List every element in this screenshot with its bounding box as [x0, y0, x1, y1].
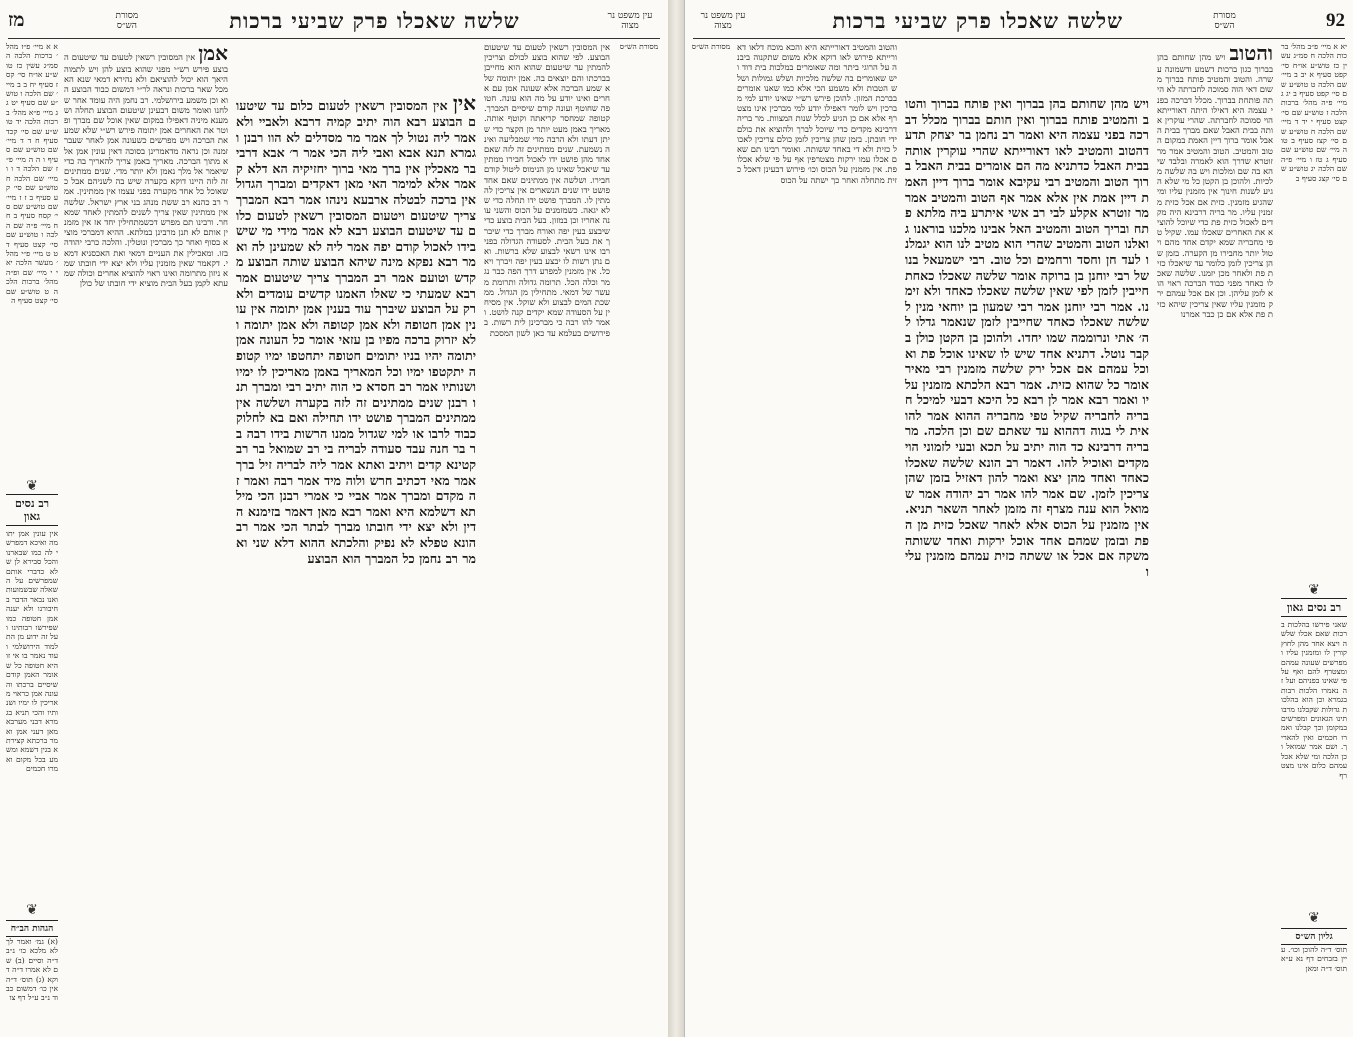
gemara-column	[231, 91, 476, 902]
rashi-text: ויש מהן שחותם בהן בברוך כגון ברכות דשמע ודשמונה עשרה. והטוב והמטיב פותח בברוך משום דאי הוה סמוכה לחברתה לא היתה פותחת בברוך. מכלל דברכה בפני עצמה היא דאילו היתה דאורייתא הוי סמוכה לחברתה. שהרי עוקרין אותה בבית האבל שאם מברך בבית האבל אומר ברוך דיין האמת במקום הטוב והמטיב. הטוב והמטיב אמר מר זוטרא שדרך הוא לאמרה ובלבד שיהא בה שם ומלכות ויש בה שלשה מלכיות. ולהוכן בן הקטן כל מי שלא הגיע לשנות חינוך אין מזמנין עליו ומי שהגיע מזמנין. כזית אם אכל כזית מזמנין עליו. מר בריה דרבינא היה מקדים לאכול כזית פת כדי שיוכל להוציא את האחרים שאכלו עמו. שקיל טפי מחבריה שמא יקדם אחד מהם ויטול יותר מחבירו מן הקערה. בזמן שהן צריכין לזמן כלומר עד שיאכלו כזית פת ולאחר מכן יזמנו. שלשה שאכלו כאחד מפני כבוד הברכה ראוי הוא לזמן עליהן. וכן אם אכל עמהם ירק מזמנין עליו שאין צריכין שיהא כזית פת אלא אם כן כבר אמרנו	[1154, 52, 1273, 319]
book-gutter	[668, 0, 684, 1037]
gilyon-title: גליון הש״ס	[1281, 928, 1347, 945]
rav-nissim-text: אין עונין אמן יתומה ואיכא דמפרשי לה כמו שבארנו והכל סבירא לן שלא כדברי אותם שמפרשים על השאלה שבשמועות ואנו נבאר הדבר בחיבורנו ולא יענה אמן חטופה כמו שפירשו רבותינו ועל זה ידוע מן התלמוד הירושלמי ועוד נאמר בו אי זו היא חטופה כל שאומר האמן קודם שיסיים ברכתו והעונה אמן כראוי מאריכין לו ימיו ושנותיו והכי תניא בגמרא דבני מערבא מאן דעני אמן ואמר ברכתא קצירתא בגין דשמא ומשמע בכל מקום ואמרו חכמים	[3, 529, 58, 774]
rashi-column	[481, 42, 610, 1017]
left-header	[8, 4, 660, 39]
lead-word-tosafot: אמן	[198, 41, 228, 65]
tosafot-text: אין המסובין רשאין לטעום עד שיטעום הבוצע פירש רש״י מפני שהוא בוצע להן ויש לתמוה היאך הוא יכול להוציאם ולא נהירא דמאי שנא הא מכל שאר ברכות ונראה לר״י דמשום כבוד הבוצע הוא וכן משמע בירושלמי. רב נחמן היה עומד אחר שלחנו ואומר משום דבעינן שיטעום הבוצע תחלה ושמענא מיניה דאפילו במקום שאין אוכל שם מברך ופוטר את האחרים אמן יתומה פירש רש״י שלא שמע את הברכה ויש מפרשים כשעונה אמן לאחר שעבר זמנה וכן נראה מדאמרינן בסוכה דאין עונין אמן אלא מתוך הברכה. מאריך באמן צריך להאריך בה כדי שיאמר אל מלך נאמן ולא יותר מדי. שנים ממתינים זה לזה היינו דוקא בקערה שיש בה לשניהם אבל כשאוכל כל אחד מקערה בפני עצמו אין ממתינין. אמר רב כהנא רב ששת מנהג בני ארץ ישראל. שלשה אין ממתינין שאין צריך לשנים להמתין לאחד שמאחר. ורבינו תם מפרש דכשמתחילין יחד אז אין מזמנין אותם לא תנן מרבינן במלתא. ההיא דמברכי מוציא בסוף ואחר כך מברכין ונוטלין. והלכה כרבי יהודה בזו. ומאכילין את העניים דמאי ואת האכסניא דמאי. דקאמר שאין מזמנין עליו ולא יצא ידי חובתו שמא ניזון מתרומה ואינו ראוי להוציא אחרים וכולה שמעתא לקמן בעל הבית מוציא ידי חובתו של כולן	[61, 52, 228, 289]
masoret-label-side: מסורת הש״ס	[691, 42, 731, 51]
lead-word-rashi: והטוב	[1229, 41, 1273, 65]
masoret-label-side: מסורת הש״ס	[619, 42, 659, 51]
masoret-label: מסורת הש״ס	[1213, 11, 1236, 31]
ein-mishpat-text: א א מיי׳ פ״ז מהל׳ ברכות הלכה ה סמ״ג עשין כז טוש״ע או״ח סי׳ קסז סעיף יח ב ב מיי׳ שם הלכה ו טוש״ע שם סעיף יט ג ג מיי׳ פ״א מהל׳ ברכות הלכה יד טוש״ע שם סי׳ קכד סעיף ח ד ד מיי׳ שם טוש״ע שם סעיף ו ה ה מיי׳ פ״ז שם הלכה ד ו ו מיי׳ שם הלכה ח טוש״ע שם סי׳ קע סעיף ב ז ז מיי׳ שם טוש״ע שם סי׳ קסח סעיף ב ח ח מיי׳ פ״ה שם הלכה ו טוש״ע שם סי׳ קצט סעיף ד ט ט מיי׳ פ״י מהל׳ מעשר הלכה יא י י מיי׳ שם ופ״ה מהל׳ ברכות הלכה ט טוש״ע שם סי׳ קצט סעיף ה	[3, 42, 58, 305]
lead-word-gemara: אין	[452, 91, 476, 115]
rav-nissim-box	[1278, 598, 1347, 898]
masoret-notes	[691, 42, 731, 1017]
gemara-text: ויש מהן שחותם בהן בברוך ואין פותח בברוך והטוב והמטיב פותח בברוך ואין חותם בברוך מכלל דברכה בפני עצמה היא ואמר רב נחמן בר יצחק תדע דהטוב והמטיב לאו דאורייתא שהרי עוקרין אותה בבית האבל כדתניא מה הם אומרים בבית האבל ברוך הטוב והמטיב רבי עקיבא אומר ברוך דיין האמת דיין אמת אין אלא אמר אף הטוב והמטיב אמר מר זוטרא אקלע לבי רב אשי איתרע ביה מלתא פתח ובריך הטוב והמטיב האל אבינו מלכנו בוראנו גואלנו הטוב והמטיב שהרי הוא מטיב לנו הוא יגמלנו לעד חן וחסד ורחמים וכל טוב. רבי ישמעאל בנו של רבי יוחנן בן ברוקה אומר שלשה שאכלו כאחת חייבין לזמן לפי שאין שלשה שאכלו כאחד ולא זימנו. אמר רבי יוחנן אמר רבי שמעון בן יוחאי מנין לשלשה שאכלו כאחד שחייבין לזמן שנאמר גדלו לה׳ אתי ונרוממה שמו יחדו. ולהוכן בן הקטן כולן בקבר נוטל. דתניא אחד שיש לו שאינו אוכל פת ואוכל עמהם אם אכל ירק שלשה מזמנין רבי מאיר אומר כל שהוא כזית. אמר רבא הלכתא מזמנין עליו ואמר רבא אמר לן רבא כל היכא דבעי למיכל חבריה לחבריה שקיל טפי מחבריה ההוא אמר להו אית לי בגוה דההוא עד שאתם שם וכן הלכה. מר בריה דרבינא כד הוה יתיב על תכא ובעי לזמוני הוי מקדים ואוכיל להו. דאמר רב הונא שלשה שאכלו כאחד ואחד מהן יצא ואמר להון דאזיל בזמן שהן צריכין לזמן. שם אמר להו אמר רב יהודה אמר שמואל הוא ענה מצרף זה מזמן לאחר השאר תניא. אין מזמנין על הכוס אלא לאחר שאכל כזית מן הפת ובזמן שמהם אחד אוכל ירקות ואחד ששותה משקה אם אכל או ששתה כזית עמהם מזמנין עליו	[900, 96, 1149, 579]
rav-nissim-text: שאני פירשו בהלכות ברכות שאם אכלו שלשה ויצא אחד מהן לחוץ קורין לו ומזמנין עליו ומפרשים שעונה עמהם ומצטרף להם ואף על פי שאינו בפניהם ועל זה נאמרו הלכות רבות בגמרא וכן הוא בהלכות גדולות שקבלנו מרבותינו הגאונים ומפרשים במקומן וכך קבלנו ואמרו חכמים ואין להאריך. ושם אמר שמואל וכן הלכה ומי שלא אכל עמהם כלום אינו מצטרף	[1278, 620, 1347, 780]
divider-ornament: ❦	[1308, 582, 1320, 598]
masoret-label: מסורת הש״ס	[115, 11, 139, 31]
page-number: 92	[1326, 10, 1345, 31]
running-title: שלשה שאכלו פרק שביעי ברכות	[229, 8, 520, 33]
tosafot-text: והטוב והמטיב דאורייתא היא והכא מוכח דלאו דאורייתא פירוש לאו דוקא אלא משום שתקנוה ביבנה על הרוגי ביתר ומה שאומרים במלכות בית דוד ויש שאומרים בה שלשה מלכיות ושלש גמולות ושלש הטבות ולא משמע הכי אלא כמו שאנו אומרים בברכת המזון. להוכן פירש רש״י שאינו יודע למי מברכין ויש לומר דאפילו יודע למי מברכין אינו מצטרף אלא אם כן הגיע לכלל שנות המצוות. מר בריה דרבינא מקדים כדי שיוכל לברך ולהוציא את כולם ידי חובתן. בזמן שהן צריכין לזמן כולם צריכין לאכול כזית ולא די באחד ששותה. ואומר רבינו תם שאם אכלו עמו ירקות מצטרפין אף על פי שלא אכלו פת. אין מזמנין על הכוס וכו׳ פירוש דבעינן דאכל כזית מתחלה ואחר כך ישתה על הכוס	[734, 42, 897, 185]
page-number: מז	[8, 10, 25, 31]
tosafot-column	[734, 42, 897, 1017]
gilyon-text: תוס׳ ד״ה להוכן וכו׳. עיין בזבחים דף נא ע״א תוס׳ ד״ה ומאן	[1278, 945, 1347, 973]
hagahot-title: הגהות הב״ח	[6, 920, 58, 937]
running-title: שלשה שאכלו פרק שביעי ברכות	[832, 8, 1123, 33]
rav-nissim-box	[3, 494, 58, 794]
right-header	[693, 4, 1345, 39]
left-page	[0, 0, 669, 1037]
divider-ornament: ❦	[26, 902, 38, 918]
ein-mishpat-text: יא א מיי׳ פ״ב מהל׳ ברכות הלכה ח סמ״ג עשין כז טוש״ע או״ח סי׳ קפט סעיף א יב ב מיי׳ שם הלכה ט טוש״ע שם סי׳ קפט סעיף ב יג ג מיי׳ פ״ה מהל׳ ברכות הלכה ז טוש״ע שם סי׳ קצט סעיף י יד ד מיי׳ שם הלכה ח טוש״ע שם סי׳ קצז סעיף ב טו ה מיי׳ שם טוש״ע שם סעיף ג טז ו מיי׳ פ״ה שם הלכה יג טוש״ע שם סי׳ קצג סעיף ב	[1278, 42, 1347, 183]
rashi-text: אין המסובין רשאין לטעום עד שיטעום הבוצע. לפי שהוא בוצע לכולם וצריכין להמתין עד שיטעום שהוא הוא מחייבן בברכתו והם יוצאים בה. אמן יתומה שלא שמע הברכה אלא שעונה אמן עם אחרים ואינו יודע על מה הוא עונה. חטופה שחוטף ועונה קודם שיסיים המברך. קטופה שמחסר קריאתה וקוטף אותה. מאריך באמן מעט יותר מן הקצר כדי שיתן דעתו ולא הרבה מדי שמבליעה ואינה נשמעת. שנים ממתינים זה לזה שאם אחד מהן פושט ידו לאכול חבירו ממתין עד שיאכל שאינו מן הנימוס ליטול קודם חבירו. ושלשה אין ממתינים שאם אחד פושט ידו שנים הנשארים אין צריכין להמתין לו. המברך פושט ידו תחלה כדי שלא יגאה. כשמזמנים על הכוס והשני עונה אחריו וכן במזון. בעל הבית בוצע כדי שיבצע בעין יפה ואורח מברך כדי שיברך את בעל הבית. לסעודה הגדולה בפני רבו אינו רשאי לבצוע שלא ברשות. ואם נתן רשות לו יבצע בעין יפה ויברך ויאכל. אין מזמנין למפרע דרך הפה כבר נגמר וכלה הכל. תרומה גדולה ותרומת מעשר של דמאי. מתחילין מן הגדול. ממשכת המים לבצוע ולא שוקל. אין מסיחין על הסעודה שמא יקדים קנה לושט. ואמר להו רבה כי מברכינן לית רשות. בפירושים בעלמא עד כאן לשון המסכת	[481, 42, 610, 338]
tosafot-column	[61, 41, 228, 1017]
hagahot-text: (א) גמ׳ ואמר לך לא מלכא כו׳ נ״ב ד״ה וסיים (ב) שם לא אמרו ד״ה דוקא (ג) תוס׳ ד״ה אין כו׳ דמשום כבוד נ״ב ע״ל דף צו	[3, 937, 58, 1003]
rashi-column	[1154, 41, 1273, 1017]
rav-nissim-title: רב נסים גאון	[1281, 598, 1347, 617]
hagahot-box	[3, 920, 58, 1030]
gemara-text: אין המסובין רשאין לטעום כלום עד שיטעום הבוצע רבא הוה יתיב קמיה דרבא ולאביי ולא אמר ליה נטול לך אמר מר מסדלים לא הוו רבנן וגמרא תנא אבא ואבי ליה הכי אמר ר׳ אבא דרבי בר מאכלין אין ברך מאי ברוך יחזיקיה הא דלא קאמר אלא למימר האי מאן דאקדים ומברך הגדול אין ברכה לבטלה ארבעא נינהו אמר רבא המברך צריך שיטעום ויטעום המסובין רשאין לטעום כלום עד שיטעום הבוצע רבא לא אמר מידי מי שיש בידו לאכול קודם יפה אמר ליה לא שמעינן לה ואמר רבא נפקא מינה שיהא הבוצע שותה הבוצע מקדש וטועם אמר רב המברך צריך שיטעום אמר רבא שמעתי כי שאלו האמנו קדשים עומדים ולא רק על הבוצע שיברך עוד בענין אמן יתומה אין עונין אמן חטופה ולא אמן קטופה ולא אמן יתומה ולא יזרוק ברכה מפיו בן עזאי אומר כל העונה אמן יתומה יהיו בניו יתומים חטופה יתחטפו ימיו קטופה יתקטפו ימיו וכל המאריך באמן מאריכין לו ימיו ושנותיו אמר רב חסדא כי הוה יתיב רבי ומברך תנו רבנן שנים ממתינים זה לזה בקערה ושלשה אין ממתינים המברך פושט ידו תחילה ואם בא לחלוק כבוד לרבו או למי שגדול ממנו הרשות בידו רבה בר בר חנה עבד סעודה לבריה בי רב שמואל בר רב קטינא קדים ויתיב ואתא אמר ליה לבריה זיל ברך אמר מאי דכתיב חרש ולוה מיד אמר רבה ואמר זה מקדם ומברך אמר אביי כי אמרי רבנן הכי מילתא דשלמא היא ואמר רבא מאן דאמר בזימנא הדין ולא יצא ידי חובתו מברך לבתר הכי אמר רב הונא טפלא לא נפיק והלכתא ההוא דלא שני ואמר רב נחמן כל המברך הוא הבוצע	[231, 98, 476, 566]
corner-label: עין משפט נר מצוה	[700, 11, 746, 31]
right-page	[684, 0, 1353, 1037]
gemara-column	[900, 96, 1149, 926]
ein-mishpat-column	[3, 42, 58, 482]
corner-label: עין משפט נר מצוה	[607, 11, 653, 31]
rav-nissim-title: רב נסים גאון	[6, 494, 58, 526]
gilyon-box	[1278, 928, 1347, 1028]
ein-mishpat-column	[1278, 42, 1347, 582]
divider-ornament: ❦	[1308, 910, 1320, 926]
divider-ornament: ❦	[26, 478, 38, 494]
masoret-notes	[616, 42, 662, 1017]
